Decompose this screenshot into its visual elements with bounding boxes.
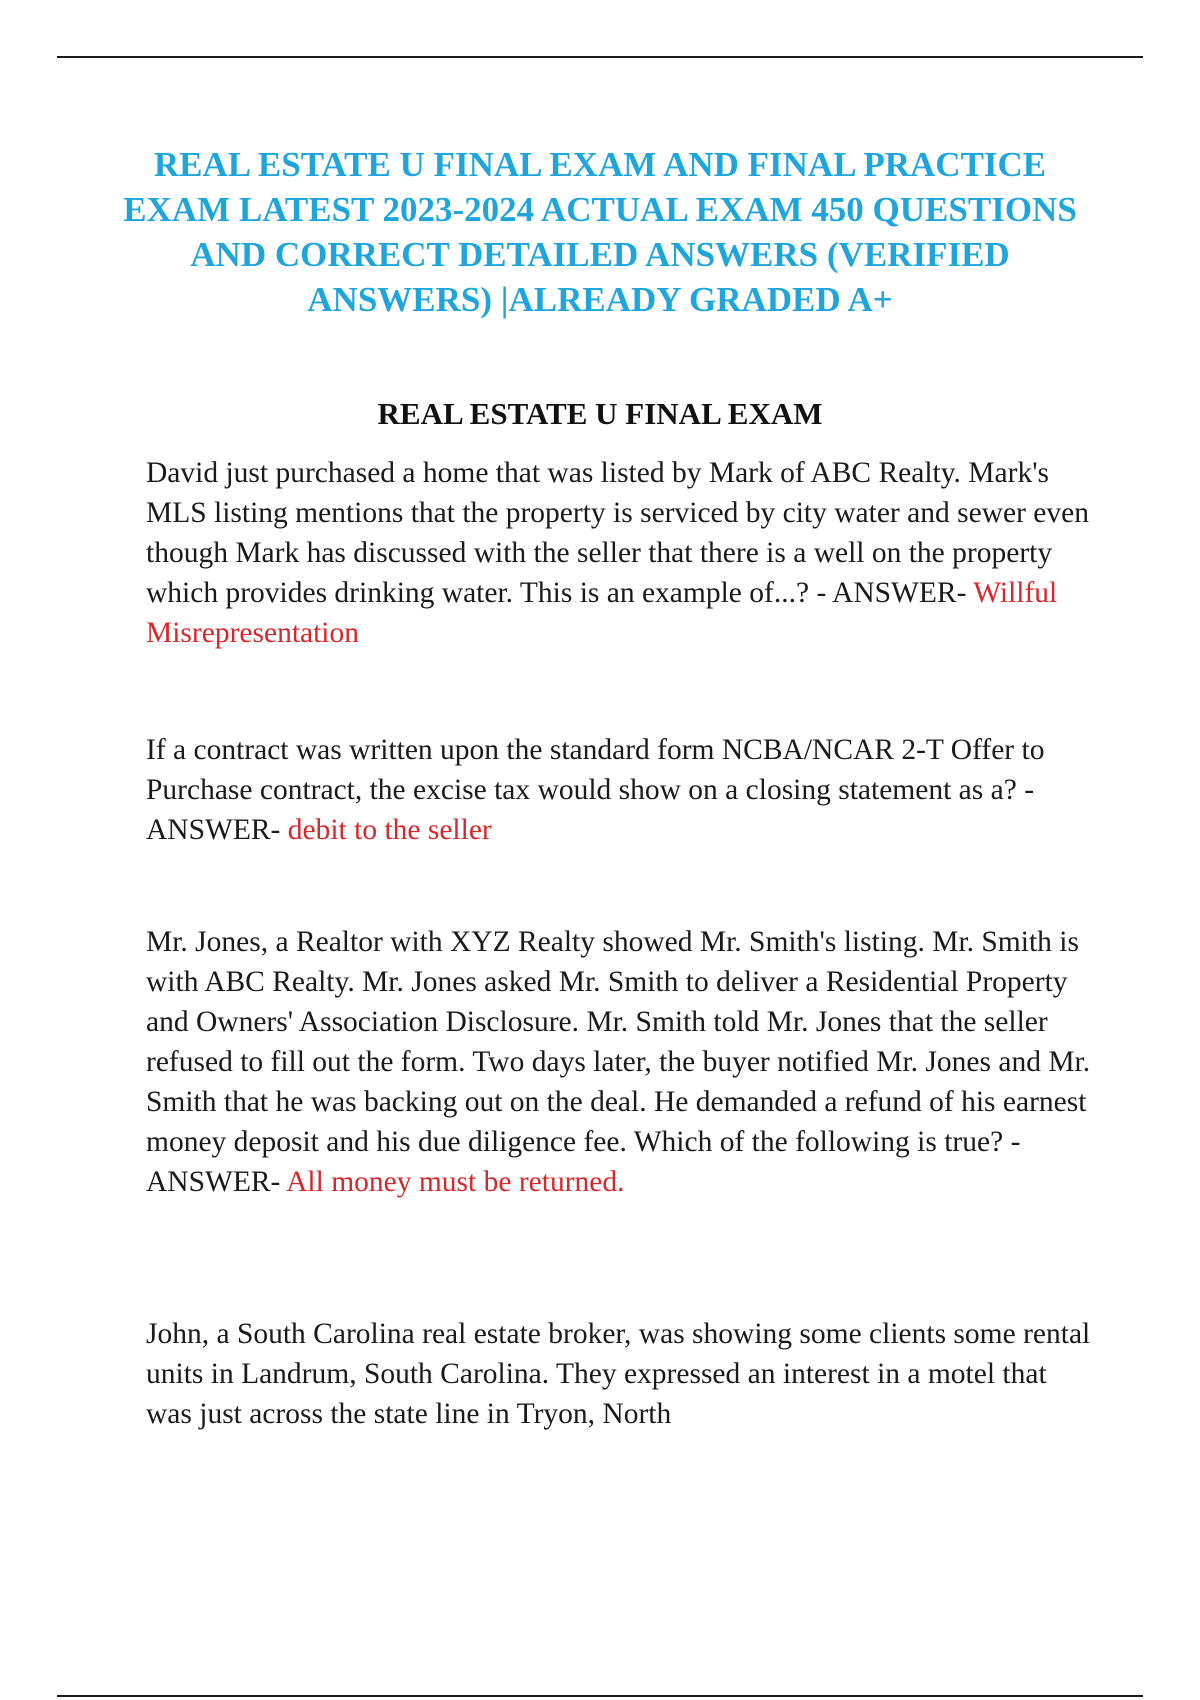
question-text: David just purchased a home that was listed by Mark of ABC Realty. Mark's MLS listing mentions that the property is serviced by city water and sewer even though Mark has discussed with the seller that there is a well on the property which provides drinking water. This is an example of...? xyxy=(146,457,1089,609)
section-heading: REAL ESTATE U FINAL EXAM xyxy=(377,396,823,431)
answer-text: debit to the seller xyxy=(287,814,492,846)
answer-text: All money must be returned. xyxy=(286,1166,625,1198)
answer-marker: - ANSWER- xyxy=(809,577,974,609)
footer-rule xyxy=(57,1695,1143,1697)
document-title: REAL ESTATE U FINAL EXAM AND FINAL PRACTICE EXAM LATEST 2023-2024 ACTUAL EXAM 450 QUESTIONS AND CORRECT DETAILED ANSWERS (VERIFIED ANSWERS) |ALREADY GRADED A+ xyxy=(123,145,1077,319)
answer-text: Willful Misrepresentation xyxy=(146,577,1058,649)
question-text: Mr. Jones, a Realtor with XYZ Realty showed Mr. Smith's listing. Mr. Smith is with ABC Realty. Mr. Jones asked Mr. Smith to deliver a Residential Property and Owners' Association Disclosure. Mr. Smith told Mr. Jones that the seller refused to fill out the form. Two days later, the buyer notified Mr. Jones and Mr. Smith that he was backing out on the deal. He demanded a refund of his earnest money deposit and his due diligence fee. Which of the following is true? xyxy=(146,926,1091,1158)
qa-item-3 xyxy=(146,922,1096,1202)
qa-item-2 xyxy=(146,730,1096,850)
question-text: John, a South Carolina real estate broker, was showing some clients some rental units in Landrum, South Carolina. They expressed an interest in a motel that was just across the state line in Tryon, North xyxy=(146,1318,1091,1430)
header-rule xyxy=(57,56,1143,58)
qa-item-1 xyxy=(146,453,1096,653)
question-text: If a contract was written upon the standard form NCBA/NCAR 2-T Offer to Purchase contract, the excise tax would show on a closing statement as a? xyxy=(146,734,1045,806)
answer-marker: - ANSWER- xyxy=(146,774,1035,846)
qa-item-4 xyxy=(146,1314,1096,1434)
answer-marker: - ANSWER- xyxy=(146,1126,1021,1198)
